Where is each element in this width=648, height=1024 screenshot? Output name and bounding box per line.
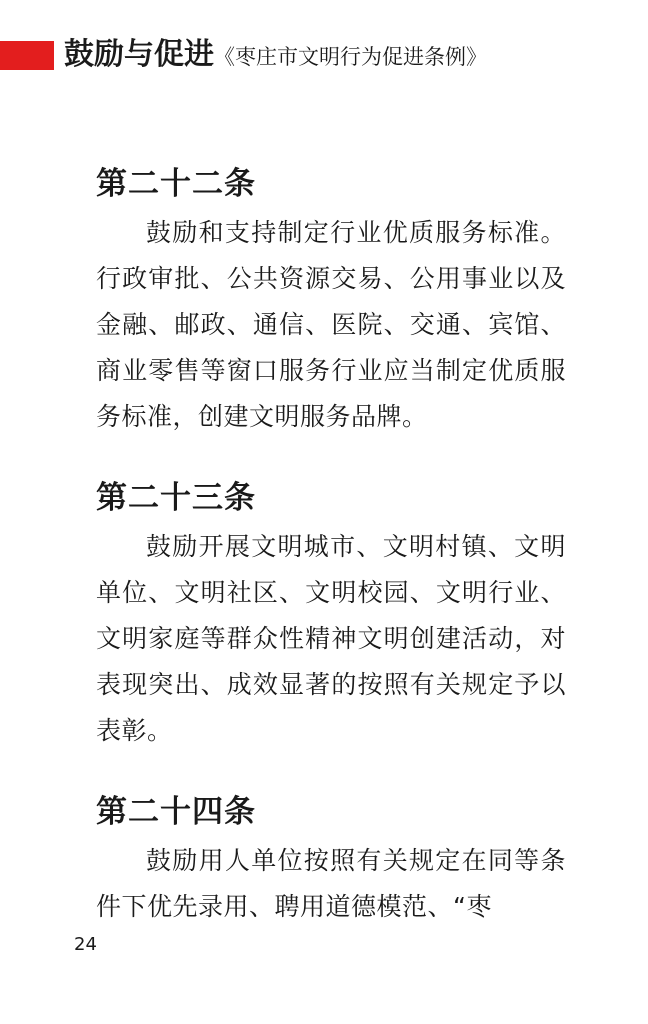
page-header xyxy=(64,35,487,79)
article-heading: 第二十四条 xyxy=(96,794,256,830)
article-heading: 第二十三条 xyxy=(96,480,256,516)
article-heading: 第二十二条 xyxy=(96,166,256,202)
article-22 xyxy=(96,160,566,440)
article-body: 鼓励开展文明城市、文明村镇、文明单位、文明社区、文明校园、文明行业、文明家庭等群众性精神文明创建活动，对表现突出、成效显著的按照有关规定予以表彰。 xyxy=(96,532,566,745)
article-24 xyxy=(96,788,566,930)
document-subtitle: 《枣庄市文明行为促进条例》 xyxy=(214,45,487,69)
header-accent-bar xyxy=(0,41,54,70)
section-title: 鼓励与促进 xyxy=(64,37,214,72)
article-23 xyxy=(96,474,566,754)
document-content xyxy=(96,160,566,930)
article-body: 鼓励和支持制定行业优质服务标准。行政审批、公共资源交易、公用事业以及金融、邮政、通信、医院、交通、宾馆、商业零售等窗口服务行业应当制定优质服务标准，创建文明服务品牌。 xyxy=(96,218,566,431)
page-number: 24 xyxy=(74,934,97,955)
article-body: 鼓励用人单位按照有关规定在同等条件下优先录用、聘用道德模范、“枣 xyxy=(96,846,566,921)
